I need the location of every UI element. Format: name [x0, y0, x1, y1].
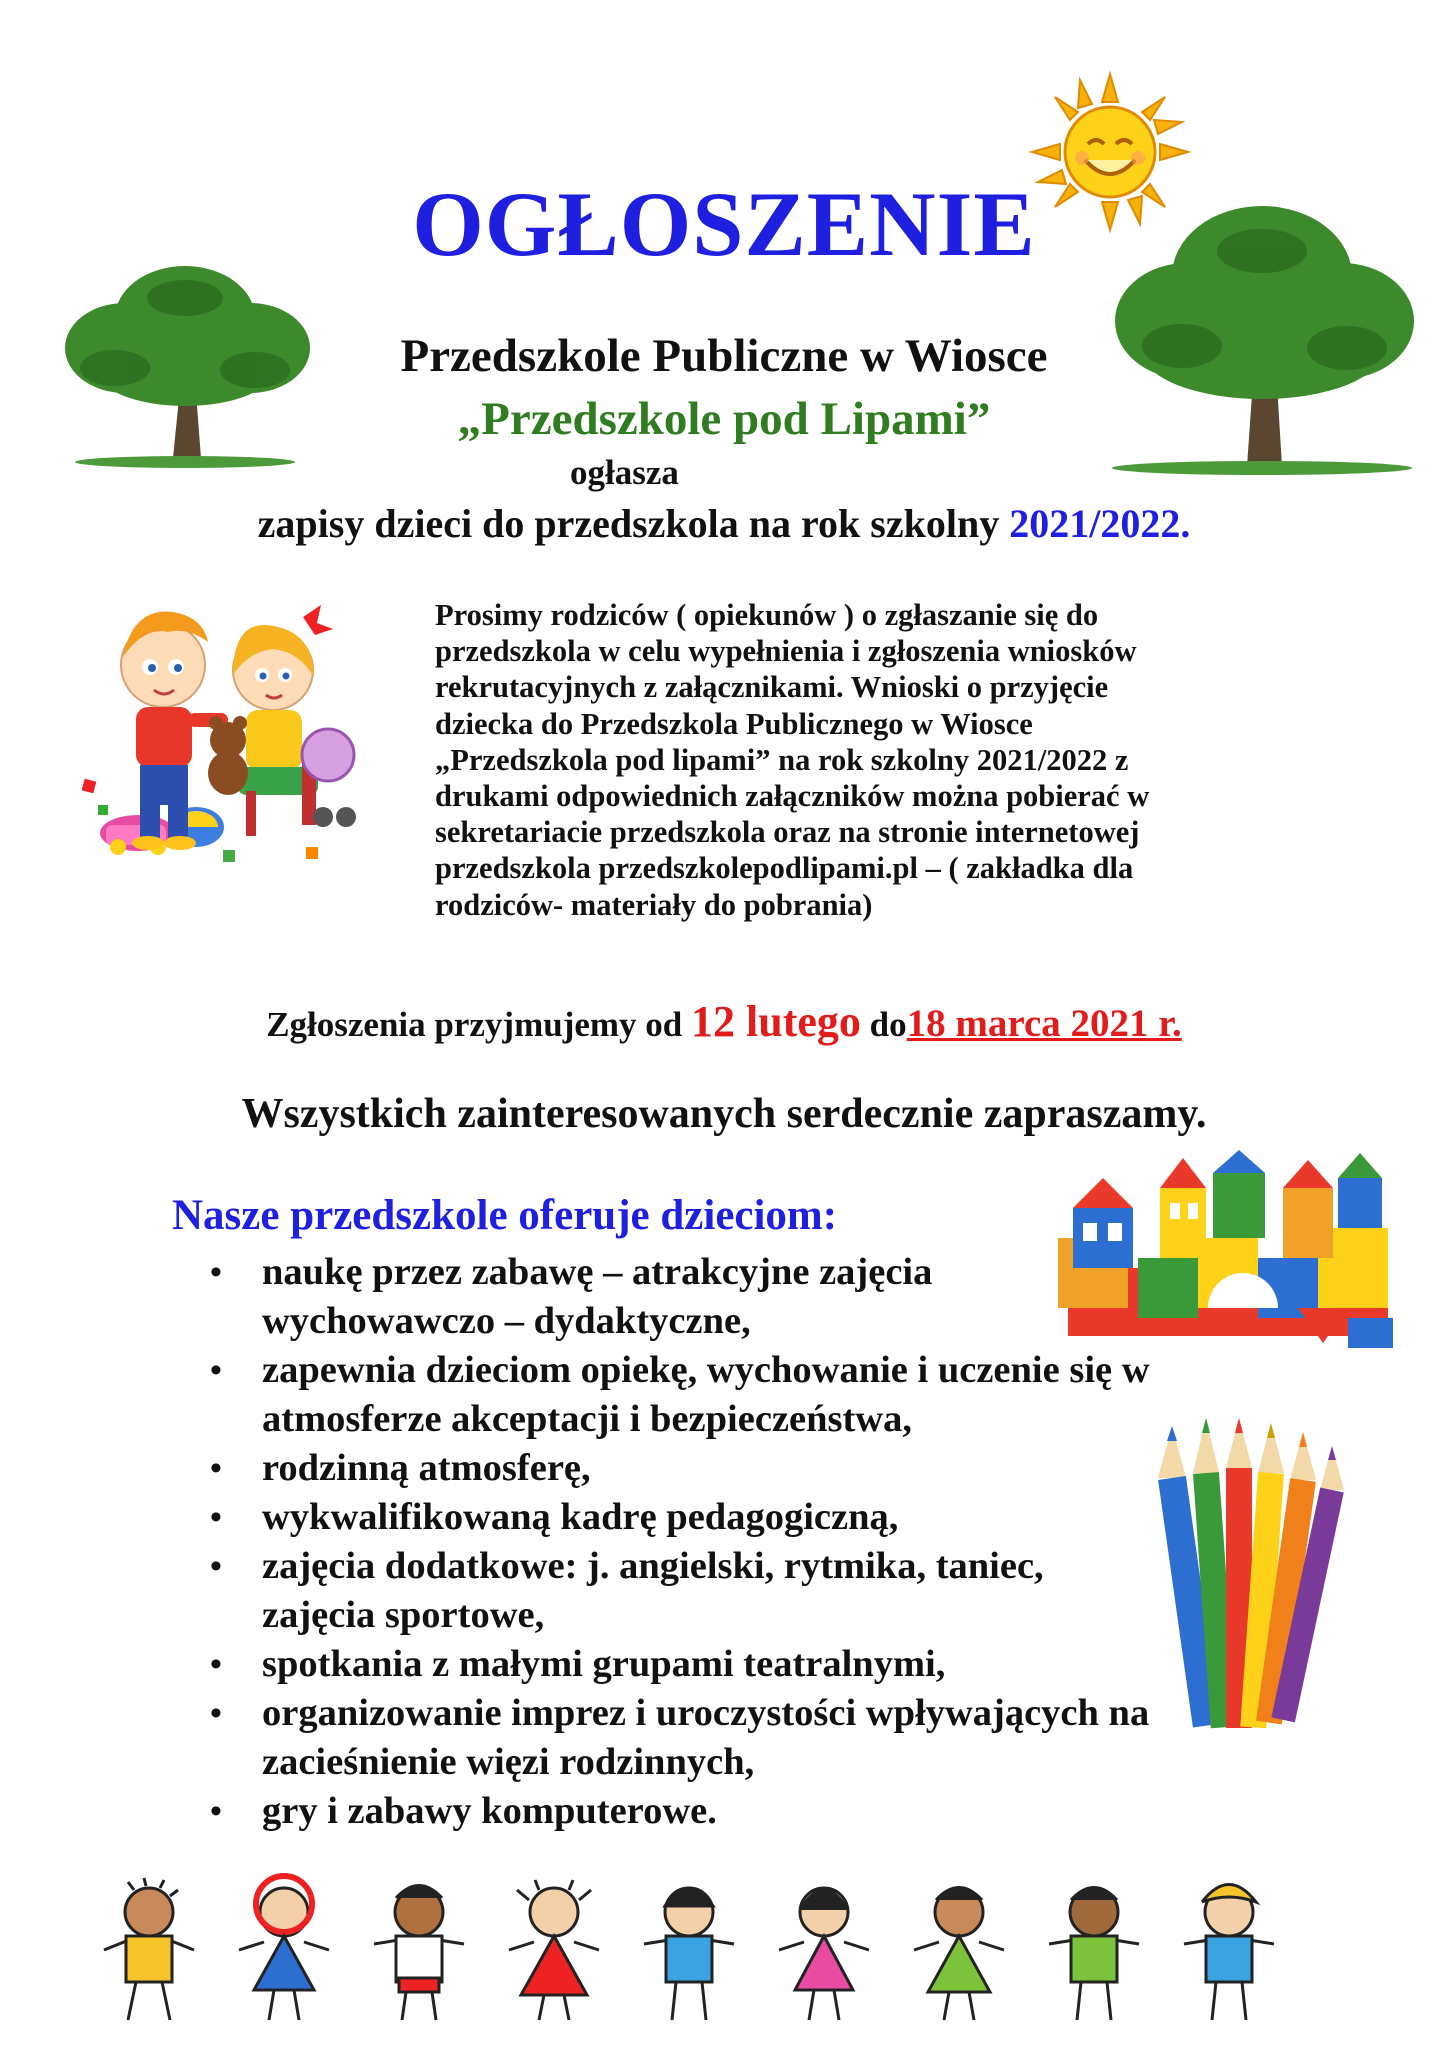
children-row-illustration — [74, 1880, 1374, 2030]
list-item: • gry i zabawy komputerowe. — [210, 1787, 1370, 1836]
list-item: • organizowanie imprez i uroczystości wpływających na zacieśnienie więzi rodzinnych, — [210, 1689, 1370, 1787]
children-playing-illustration — [78, 595, 358, 865]
list-item: • wykwalifikowaną kadrę pedagogiczną, — [210, 1493, 1370, 1542]
list-item: • rodzinną atmosferę, — [210, 1444, 1370, 1493]
list-item: • spotkania z małymi grupami teatralnymi, — [210, 1640, 1370, 1689]
school-name: Przedszkole Publiczne w Wiosce — [400, 330, 1048, 382]
enrollment-line — [0, 501, 1448, 546]
school-nickname: „Przedszkole pod Lipami” — [457, 393, 991, 445]
announces-text: ogłasza — [570, 453, 679, 492]
offer-list — [210, 1248, 1370, 1836]
deadline-line — [0, 996, 1448, 1049]
list-item: • naukę przez zabawę – atrakcyjne zajęcia wychowawczo – dydaktyczne, — [210, 1248, 1370, 1346]
deadline-prefix: Zgłoszenia przyjmujemy od — [266, 1005, 683, 1044]
offer-heading: Nasze przedszkole oferuje dzieciom: — [172, 1192, 838, 1239]
enrollment-text: zapisy dzieci do przedszkola na rok szkolny — [257, 501, 1000, 546]
school-year: 2021/2022. — [1009, 501, 1191, 546]
list-item: • zajęcia dodatkowe: j. angielski, rytmika, taniec, zajęcia sportowe, — [210, 1542, 1370, 1640]
page-title: OGŁOSZENIE — [412, 173, 1036, 275]
intro-paragraph: Prosimy rodziców ( opiekunów ) o zgłaszanie się do przedszkola w celu wypełnienia i zgłoszenia wniosków rekrutacyjnych z załącznikami. Wnioski o przyjęcie dziecka do Przedszkola Publicznego w Wiosce „Przedszkola pod lipami” na rok szkolny 2021/2022 z drukami odpowiednich załączników można pobierać w sekretariacie przedszkola oraz na stronie internetowej przedszkola przedszkolepodlipami.pl – ( zakładka dla rodziców- materiały do pobrania) — [435, 598, 1150, 922]
deadline-middle: do — [869, 1005, 907, 1044]
deadline-start-date: 12 lutego — [691, 997, 861, 1046]
list-item: • zapewnia dzieciom opiekę, wychowanie i uczenie się w atmosferze akceptacji i bezpieczeństwa, — [210, 1346, 1370, 1444]
invitation-text: Wszystkich zainteresowanych serdecznie zapraszamy. — [241, 1091, 1207, 1137]
deadline-end-date: 18 marca 2021 r. — [906, 1002, 1182, 1045]
